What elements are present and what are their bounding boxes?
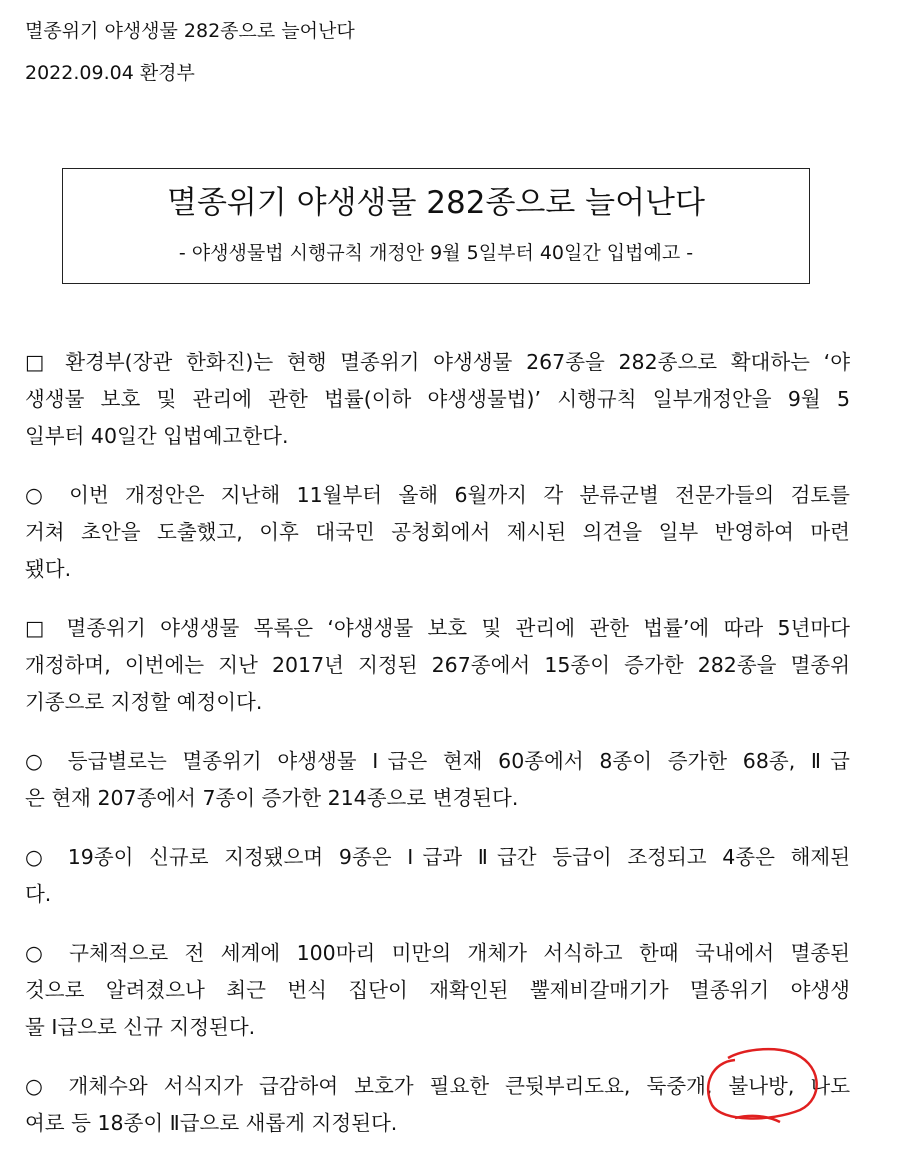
document-body [25, 344, 850, 1164]
paragraph-line: ○ 이번 개정안은 지난해 11월부터 올해 6월까지 각 분류군별 전문가들의 검토를 [25, 483, 850, 507]
paragraph-line: 일부터 40일간 입법예고한다. [25, 424, 289, 448]
paragraph-line: 물 Ⅰ급으로 신규 지정된다. [25, 1015, 256, 1039]
paragraph-line: ○ 구체적으로 전 세계에 100마리 미만의 개체가 서식하고 한때 국내에서 멸종된 [25, 941, 850, 965]
paragraph-line: 것으로 알려졌으나 최근 번식 집단이 재확인된 뿔제비갈매기가 멸종위기 야생생 [25, 978, 850, 1002]
paragraph-line: ○ 개체수와 서식지가 급감하여 보호가 필요한 큰뒷부리도요, 둑중개, 불나방, 나도 [25, 1074, 850, 1098]
paragraph-line: □ 멸종위기 야생생물 목록은 ‘야생생물 보호 및 관리에 관한 법률’에 따라 5년마다 [25, 616, 850, 640]
paragraph [25, 610, 850, 721]
paragraph-line: 다. [25, 882, 52, 906]
paragraph [25, 1068, 850, 1142]
paragraph-line: □ 환경부(장관 한화진)는 현행 멸종위기 야생생물 267종을 282종으로 확대하는 ‘야 [25, 350, 850, 374]
box-subtitle: - 야생생물법 시행규칙 개정안 9월 5일부터 40일간 입법예고 - [178, 242, 694, 264]
paragraph-line: 은 현재 207종에서 7종이 증가한 214종으로 변경된다. [25, 786, 519, 810]
paragraph-line: 개정하며, 이번에는 지난 2017년 지정된 267종에서 15종이 증가한 282종을 멸종위 [25, 653, 850, 677]
paragraph [25, 477, 850, 588]
paragraph [25, 935, 850, 1046]
paragraph-line: 생생물 보호 및 관리에 관한 법률(이하 야생생물법)’ 시행규칙 일부개정안을 9월 5 [25, 387, 850, 411]
paragraph [25, 839, 850, 913]
paragraph [25, 743, 850, 817]
paragraph-line: 기종으로 지정할 예정이다. [25, 690, 263, 714]
paragraph-line: ○ 등급별로는 멸종위기 야생생물 Ⅰ급은 현재 60종에서 8종이 증가한 68종, Ⅱ급 [25, 749, 850, 773]
header-date-source: 2022.09.04 환경부 [25, 62, 195, 84]
paragraph [25, 344, 850, 455]
paragraph-line: 여로 등 18종이 Ⅱ급으로 새롭게 지정된다. [25, 1111, 398, 1135]
paragraph-line: 됐다. [25, 557, 72, 581]
paragraph-line: 거쳐 초안을 도출했고, 이후 대국민 공청회에서 제시된 의견을 일부 반영하여 마련 [25, 520, 850, 544]
title-box [62, 168, 810, 284]
paragraph-line: ○ 19종이 신규로 지정됐으며 9종은 Ⅰ급과 Ⅱ급간 등급이 조정되고 4종은 해제된 [25, 845, 850, 869]
header-title: 멸종위기 야생생물 282종으로 늘어난다 [25, 20, 355, 42]
box-title: 멸종위기 야생생물 282종으로 늘어난다 [167, 185, 705, 221]
